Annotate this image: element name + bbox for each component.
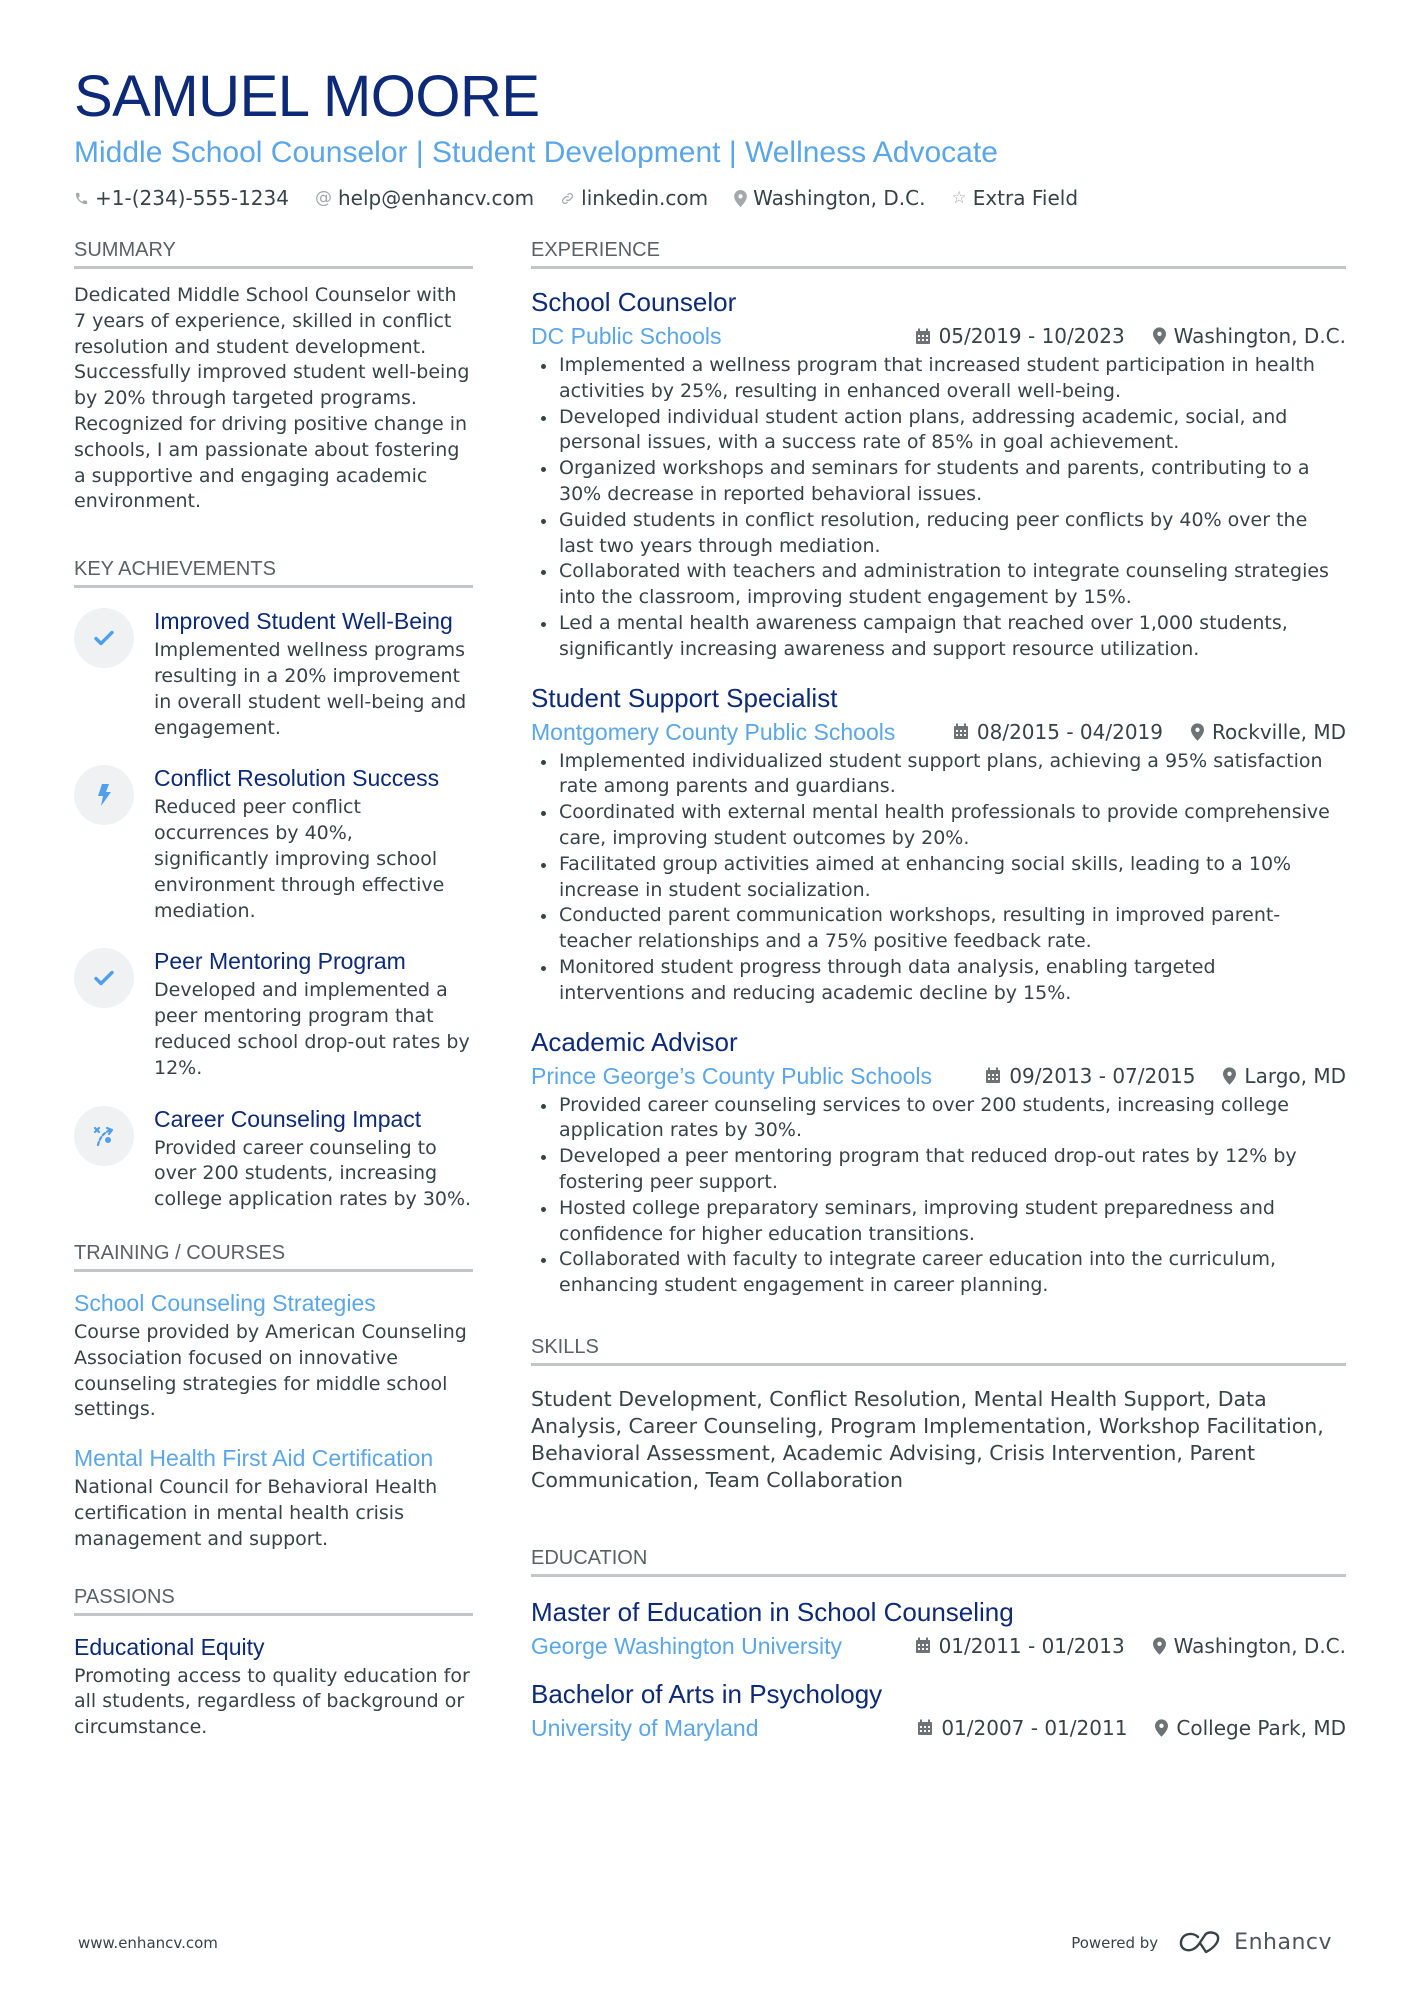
bullet-item: Collaborated with teachers and administration to integrate counseling strategies into the classroom, improving student engagement by 15%. — [531, 559, 1346, 611]
bullet-item: Monitored student progress through data analysis, enabling targeted interventions and reducing academic decline by 15%. — [531, 955, 1346, 1007]
contact-location — [734, 184, 925, 212]
brand-name: Enhancv — [1234, 1930, 1332, 1955]
achievement-item — [74, 1104, 473, 1213]
contact-linkedin[interactable] — [560, 184, 708, 212]
footer-url-link[interactable]: www.enhancv.com — [78, 1933, 218, 1952]
school-name: University of Maryland — [531, 1714, 759, 1741]
left-column — [74, 236, 473, 1781]
bullet-item: Implemented a wellness program that increased student participation in health activities by 25%, resulting in enhanced overall well-being. — [531, 353, 1346, 405]
degree-title: Bachelor of Arts in Psychology — [531, 1678, 883, 1709]
company-name: Montgomery County Public Schools — [531, 718, 896, 745]
achievement-item — [74, 763, 473, 924]
check-icon — [74, 948, 134, 1008]
achievement-title: Peer Mentoring Program — [154, 948, 406, 975]
skills-heading: SKILLS — [531, 1333, 1346, 1366]
candidate-name: SAMUEL MOORE — [74, 64, 540, 129]
resume-header — [74, 62, 1346, 212]
education-entry — [531, 1595, 1346, 1661]
course-text: Course provided by American Counseling Association focused on innovative counseling strategies for middle school settings. — [74, 1320, 467, 1421]
contact-email-text: help@enhancv.com — [337, 186, 535, 210]
location-icon — [1155, 1719, 1168, 1737]
course-title: Mental Health First Aid Certification — [74, 1445, 434, 1472]
calendar-icon — [985, 1067, 1001, 1084]
passions-section — [74, 1583, 473, 1741]
bullet-item: Guided students in conflict resolution, reducing peer conflicts by 40% over the last two years through mediation. — [531, 508, 1346, 560]
job-entry — [531, 1025, 1346, 1299]
achievements-heading: KEY ACHIEVEMENTS — [74, 555, 473, 588]
company-name: DC Public Schools — [531, 323, 722, 349]
job-bullets — [531, 749, 1346, 1007]
education-section — [531, 1544, 1346, 1743]
job-location: Washington, D.C. — [1173, 324, 1346, 348]
achievement-text: Developed and implemented a peer mentoring program that reduced school drop-out rates by 12%. — [154, 979, 470, 1079]
skills-text: Student Development, Conflict Resolution, Mental Health Support, Data Analysis, Career Counseling, Program Implementation, Workshop Facilitation, Behavioral Assessment, Academic Advising, Crisis Intervention, Parent Communication, Team Collaboration — [531, 1386, 1324, 1492]
achievement-text: Provided career counseling to over 200 students, increasing college application rates by 30%. — [154, 1136, 472, 1211]
link-icon — [560, 191, 575, 206]
job-bullets — [531, 1093, 1346, 1299]
education-dates: 01/2007 - 01/2011 — [941, 1715, 1128, 1740]
achievement-text: Implemented wellness programs resulting in a 20% improvement in overall student well-being and engagement. — [154, 639, 467, 739]
strategy-icon — [74, 1106, 134, 1166]
education-location: College Park, MD — [1176, 1715, 1346, 1740]
summary-section — [74, 236, 473, 515]
phone-icon — [74, 191, 89, 206]
bullet-item: Provided career counseling services to over 200 students, increasing college application rates by 30%. — [531, 1093, 1346, 1145]
powered-by — [1071, 1930, 1332, 1955]
job-entry — [531, 681, 1346, 1007]
achievement-title: Improved Student Well-Being — [154, 608, 453, 635]
contact-location-text: Washington, D.C. — [753, 186, 926, 210]
bullet-item: Conducted parent communication workshops, resulting in improved parent-teacher relationships and a 75% positive feedback rate. — [531, 903, 1346, 955]
bullet-item: Hosted college preparatory seminars, improving student preparedness and confidence for higher education transitions. — [531, 1196, 1346, 1248]
achievement-title: Conflict Resolution Success — [154, 765, 440, 792]
achievements-section — [74, 555, 473, 1213]
bullet-item: Facilitated group activities aimed at enhancing social skills, leading to a 10% increase in student socialization. — [531, 852, 1346, 904]
achievement-item — [74, 946, 473, 1081]
passion-text: Promoting access to quality education for all students, regardless of background or circumstance. — [74, 1664, 470, 1739]
location-icon — [734, 190, 747, 207]
job-dates: 05/2019 - 10/2023 — [938, 324, 1125, 348]
job-location: Largo, MD — [1244, 1063, 1346, 1088]
job-location: Rockville, MD — [1212, 719, 1346, 744]
calendar-icon — [953, 723, 969, 740]
contact-phone-text: +1-(234)-555-1234 — [95, 186, 289, 210]
powered-by-label: Powered by — [1071, 1933, 1159, 1952]
course-text: National Council for Behavioral Health certification in mental health crisis management and support. — [74, 1476, 438, 1550]
summary-heading: SUMMARY — [74, 236, 473, 269]
experience-heading: EXPERIENCE — [531, 236, 1346, 269]
job-dates: 08/2015 - 04/2019 — [976, 719, 1163, 744]
bullet-item: Led a mental health awareness campaign that reached over 1,000 students, significantly increasing awareness and support resource utilization. — [531, 611, 1346, 663]
location-icon — [1153, 327, 1166, 345]
enhancv-logo-icon — [1178, 1931, 1224, 1955]
calendar-icon — [917, 1719, 933, 1736]
passion-title: Educational Equity — [74, 1633, 265, 1660]
enhancv-logo[interactable] — [1178, 1930, 1332, 1955]
bullet-item: Developed a peer mentoring program that reduced drop-out rates by 12% by fostering peer support. — [531, 1144, 1346, 1196]
education-location: Washington, D.C. — [1173, 1633, 1346, 1658]
right-column — [531, 236, 1346, 1783]
experience-section — [531, 236, 1346, 1299]
contact-extra-text: Extra Field — [972, 186, 1079, 210]
degree-title: Master of Education in School Counseling — [531, 1596, 1014, 1627]
bullet-item: Coordinated with external mental health professionals to provide comprehensive care, improving student outcomes by 20%. — [531, 800, 1346, 852]
page-footer — [78, 1930, 1332, 1955]
course-title: School Counseling Strategies — [74, 1289, 376, 1316]
job-title: Academic Advisor — [531, 1026, 738, 1057]
job-entry — [531, 285, 1346, 663]
training-section — [74, 1239, 473, 1553]
location-icon — [1153, 1637, 1166, 1655]
school-name: George Washington University — [531, 1632, 843, 1659]
star-icon: ☆ — [951, 188, 967, 208]
bullet-item: Developed individual student action plans, addressing academic, social, and personal issues, with a success rate of 85% in goal achievement. — [531, 405, 1346, 457]
job-bullets — [531, 353, 1346, 663]
location-icon — [1223, 1067, 1236, 1085]
job-dates: 09/2013 - 07/2015 — [1009, 1063, 1196, 1088]
course-item — [74, 1288, 473, 1423]
at-icon: @ — [314, 188, 332, 208]
training-heading: TRAINING / COURSES — [74, 1239, 473, 1272]
skills-section — [531, 1333, 1346, 1494]
contact-phone[interactable] — [74, 184, 289, 212]
achievement-title: Career Counseling Impact — [154, 1105, 422, 1132]
course-item — [74, 1443, 473, 1552]
contact-email[interactable] — [315, 184, 534, 212]
bullet-item: Implemented individualized student support plans, achieving a 95% satisfaction rate among parents and guardians. — [531, 749, 1346, 801]
passions-heading: PASSIONS — [74, 1583, 473, 1616]
education-entry — [531, 1677, 1346, 1743]
education-heading: EDUCATION — [531, 1544, 1346, 1577]
calendar-icon — [915, 328, 931, 345]
summary-text: Dedicated Middle School Counselor with 7 years of experience, skilled in conflict resolution and student development. Successfully improved student well-being by 20% through targeted programs. Recognized for driving positive change in schools, I am passionate about fostering a supportive and engaging academic environment. — [74, 284, 470, 513]
contact-list — [74, 184, 1346, 212]
bullet-item: Organized workshops and seminars for students and parents, contributing to a 30% decrease in reported behavioral issues. — [531, 456, 1346, 508]
candidate-headline: Middle School Counselor | Student Development | Wellness Advocate — [74, 136, 998, 169]
bullet-item: Collaborated with faculty to integrate career education into the curriculum, enhancing student engagement in career planning. — [531, 1247, 1346, 1299]
contact-extra — [951, 184, 1078, 212]
achievement-item — [74, 606, 473, 741]
lightning-icon — [74, 765, 134, 825]
check-icon — [74, 608, 134, 668]
calendar-icon — [915, 1637, 931, 1654]
achievement-text: Reduced peer conflict occurrences by 40%, significantly improving school environment through effective mediation. — [154, 796, 445, 922]
job-title: Student Support Specialist — [531, 682, 838, 713]
education-dates: 01/2011 - 01/2013 — [938, 1633, 1125, 1658]
contact-linkedin-text: linkedin.com — [581, 186, 709, 210]
location-icon — [1191, 723, 1204, 741]
company-name: Prince George’s County Public Schools — [531, 1062, 933, 1089]
passion-item — [74, 1632, 473, 1741]
job-title: School Counselor — [531, 287, 737, 317]
